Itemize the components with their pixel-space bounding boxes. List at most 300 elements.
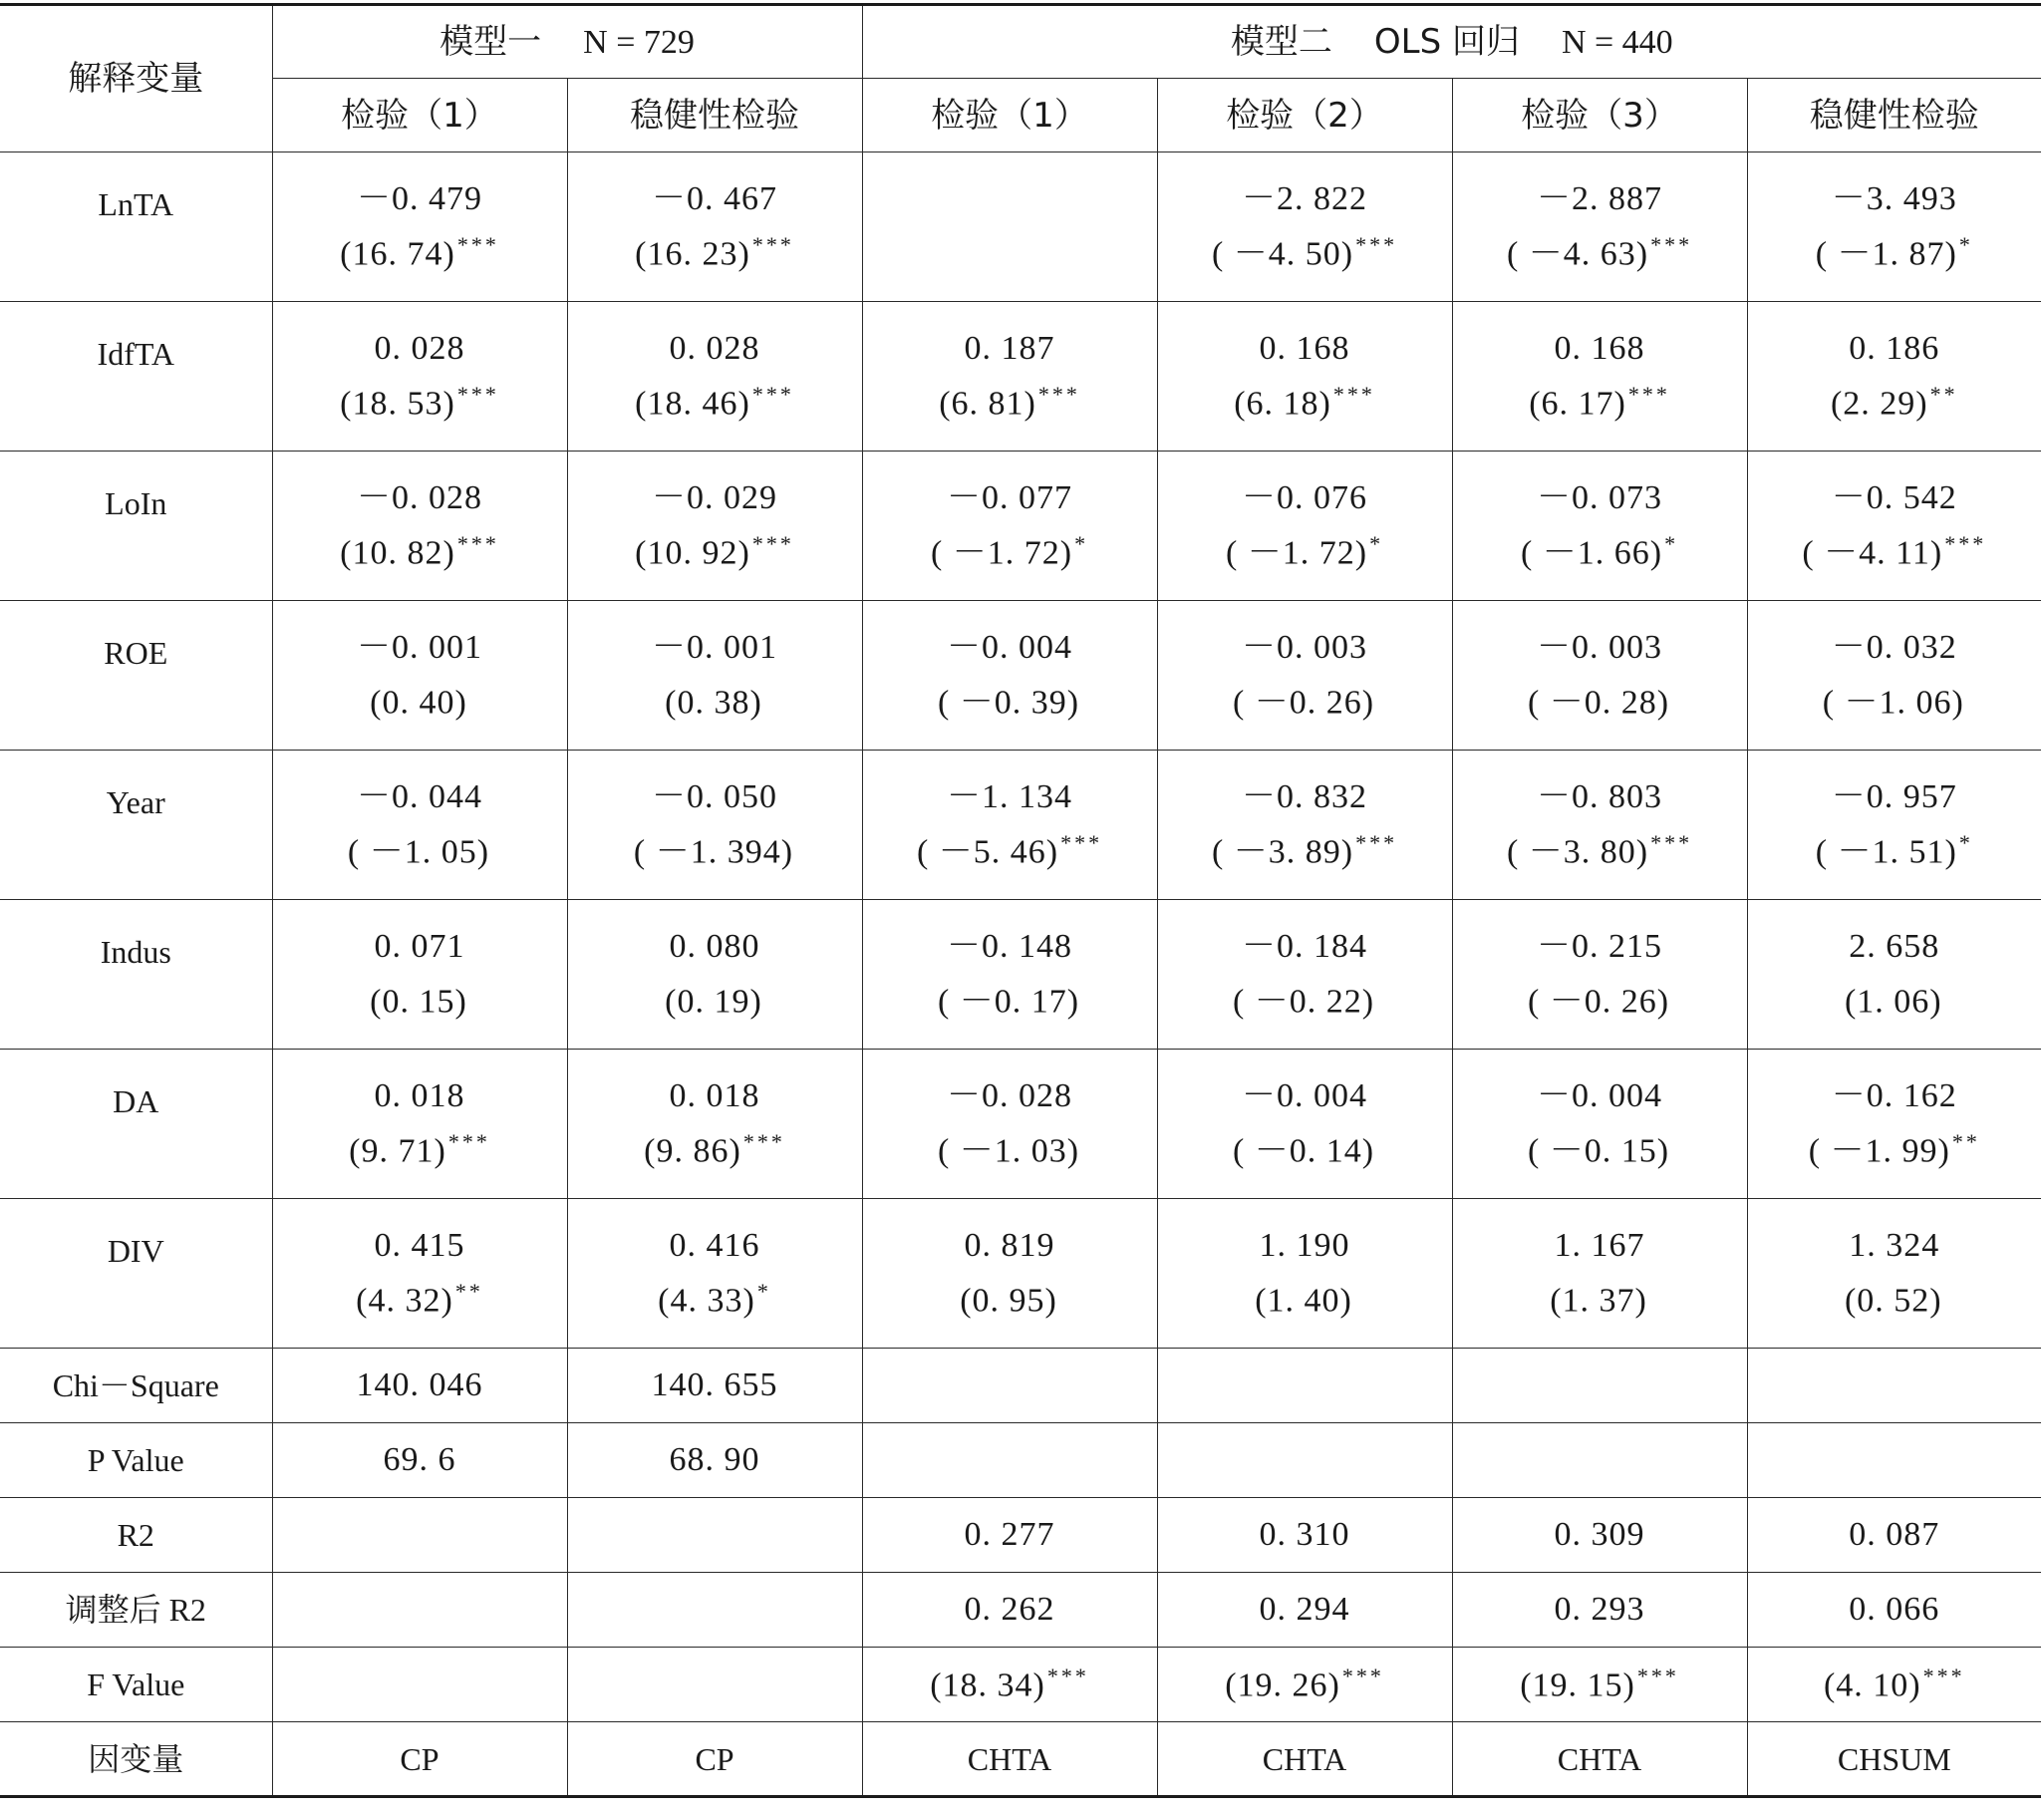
coef-stack xyxy=(273,927,567,1021)
coefficient-value: －2. 822 xyxy=(1242,179,1368,217)
variable-name: ROE xyxy=(0,601,272,751)
significance-stars: *** xyxy=(1355,829,1398,855)
significance-stars: *** xyxy=(751,530,794,556)
t-stat-line xyxy=(644,1128,785,1170)
stat-value-cell xyxy=(1157,1498,1452,1573)
significance-stars: *** xyxy=(1060,829,1103,855)
t-stat-line xyxy=(658,1278,771,1320)
variable-name: LnTA xyxy=(0,152,272,302)
coef-stack xyxy=(1158,179,1452,273)
coef-cell xyxy=(1747,1050,2041,1199)
coef-stack xyxy=(1453,179,1747,273)
coef-cell xyxy=(567,1050,862,1199)
dependent-value: CP xyxy=(272,1722,567,1797)
stat-row xyxy=(0,1423,2041,1498)
significance-stars: *** xyxy=(456,381,499,407)
t-statistic: ( －1. 66) xyxy=(1520,534,1663,572)
t-stat-line xyxy=(634,832,795,869)
t-stat-line xyxy=(1808,1128,1980,1170)
stat-value-cell xyxy=(862,1349,1157,1423)
dependent-label: 因变量 xyxy=(0,1722,272,1797)
stat-name: R2 xyxy=(0,1498,272,1573)
t-statistic: (6. 18) xyxy=(1234,385,1331,423)
coefficient-value: －0. 832 xyxy=(1242,777,1368,815)
t-stat-line xyxy=(665,683,764,720)
coefficient-value: 2. 658 xyxy=(1849,927,1940,965)
stat-value-cell xyxy=(567,1648,862,1722)
subheader-m1-test1: 检验（1） xyxy=(272,79,567,152)
t-stat-line xyxy=(1225,530,1384,572)
coefficient-value: 0. 416 xyxy=(669,1226,760,1264)
coefficient-value: －3. 493 xyxy=(1831,179,1957,217)
coef-stack xyxy=(1453,777,1747,871)
stat-value-cell xyxy=(1157,1573,1452,1648)
significance-stars: *** xyxy=(1046,1664,1089,1689)
coef-stack xyxy=(273,179,567,273)
coef-stack xyxy=(1748,1076,2042,1170)
t-stat-line xyxy=(960,1281,1059,1318)
stat-value-cell xyxy=(1157,1349,1452,1423)
significance-stars: * xyxy=(1664,530,1679,556)
coefficient-value: －0. 001 xyxy=(357,628,482,666)
coef-stack xyxy=(863,777,1157,871)
stat-value: 0. 087 xyxy=(1849,1516,1940,1553)
coef-cell xyxy=(862,1199,1157,1349)
coef-stack xyxy=(1453,478,1747,572)
model2-name: 模型二 xyxy=(1230,21,1332,62)
t-statistic: (16. 74) xyxy=(340,235,455,273)
stat-value: (4. 10) xyxy=(1823,1666,1921,1704)
t-statistic: (10. 92) xyxy=(635,534,750,572)
coefficient-value: 0. 168 xyxy=(1554,329,1645,367)
t-statistic: ( －4. 11) xyxy=(1802,534,1943,572)
coefficient-value: －0. 479 xyxy=(357,179,482,217)
t-stat-line xyxy=(340,530,499,572)
coef-stack xyxy=(273,628,567,722)
coef-stack xyxy=(568,1226,862,1320)
coef-stack xyxy=(273,1226,567,1320)
stat-value-cell xyxy=(1747,1498,2041,1573)
model2-header xyxy=(862,5,2041,79)
coefficient-value: －0. 003 xyxy=(1537,628,1663,666)
t-stat-line xyxy=(1233,982,1376,1019)
t-stat-line xyxy=(1802,530,1987,572)
coef-stack xyxy=(1158,478,1452,572)
t-statistic: (0. 19) xyxy=(665,983,762,1021)
stat-value-cell xyxy=(862,1648,1157,1722)
coef-cell xyxy=(1157,751,1452,900)
coef-cell xyxy=(567,900,862,1050)
coef-cell xyxy=(1747,452,2041,601)
t-statistic: (16. 23) xyxy=(635,235,750,273)
t-stat-line xyxy=(1830,381,1958,423)
coef-cell xyxy=(862,601,1157,751)
significance-stars: *** xyxy=(1332,381,1375,407)
t-statistic: ( －0. 15) xyxy=(1527,1132,1670,1170)
t-statistic: (9. 86) xyxy=(644,1132,741,1170)
coef-cell xyxy=(1452,1199,1747,1349)
t-statistic: ( －1. 72) xyxy=(1225,534,1368,572)
coef-stack xyxy=(568,1076,862,1170)
variable-name: Indus xyxy=(0,900,272,1050)
model2-n: N = 440 xyxy=(1561,23,1673,61)
t-stat-line xyxy=(356,1278,483,1320)
model1-name: 模型一 xyxy=(439,21,542,62)
coef-cell xyxy=(1747,302,2041,452)
stat-value-cell xyxy=(567,1573,862,1648)
t-stat-line xyxy=(1815,829,1973,871)
t-statistic: ( －1. 72) xyxy=(930,534,1073,572)
significance-stars: *** xyxy=(1636,1664,1679,1689)
stat-value: 0. 262 xyxy=(964,1591,1055,1628)
subheader-m2-test3: 检验（3） xyxy=(1452,79,1747,152)
coefficient-value: －0. 542 xyxy=(1831,478,1957,516)
t-statistic: ( －4. 50) xyxy=(1211,235,1354,273)
coef-stack xyxy=(863,628,1157,722)
t-stat-line xyxy=(1234,381,1375,423)
stat-value-cell xyxy=(1747,1423,2041,1498)
t-stat-line xyxy=(665,982,764,1019)
coef-cell xyxy=(272,452,567,601)
stat-row xyxy=(0,1498,2041,1573)
coef-stack xyxy=(568,329,862,423)
coef-stack xyxy=(273,478,567,572)
significance-stars: *** xyxy=(456,231,499,257)
t-stat-line xyxy=(370,982,469,1019)
significance-stars: * xyxy=(1074,530,1089,556)
dependent-value: CHTA xyxy=(1452,1722,1747,1797)
significance-stars: *** xyxy=(1627,381,1670,407)
t-stat-line xyxy=(939,381,1080,423)
coefficient-value: －0. 076 xyxy=(1242,478,1368,516)
stat-value: 140. 655 xyxy=(651,1366,778,1403)
coefficient-value: 0. 186 xyxy=(1849,329,1940,367)
variable-row xyxy=(0,751,2041,900)
t-statistic: (0. 95) xyxy=(960,1282,1057,1320)
stat-value: 0. 277 xyxy=(964,1516,1055,1553)
variable-row xyxy=(0,1050,2041,1199)
coef-cell xyxy=(272,751,567,900)
dependent-value: CP xyxy=(567,1722,862,1797)
stat-value: 0. 294 xyxy=(1259,1591,1350,1628)
t-stat-line xyxy=(1233,1131,1376,1168)
coefficient-value: －0. 215 xyxy=(1537,927,1663,965)
t-statistic: (0. 40) xyxy=(370,684,467,722)
significance-stars: ** xyxy=(454,1278,483,1304)
stat-value-cell xyxy=(1452,1423,1747,1498)
coef-stack xyxy=(568,179,862,273)
significance-stars: * xyxy=(1369,530,1384,556)
coef-stack xyxy=(1748,628,2042,722)
coef-cell xyxy=(1452,1050,1747,1199)
t-statistic: ( －1. 87) xyxy=(1815,235,1957,273)
stat-name: F Value xyxy=(0,1648,272,1722)
subheader-m2-robust: 稳健性检验 xyxy=(1747,79,2041,152)
t-statistic: (6. 81) xyxy=(939,385,1036,423)
coef-cell xyxy=(1157,152,1452,302)
coefficient-value: 0. 018 xyxy=(374,1076,465,1114)
coefficient-value: －0. 467 xyxy=(652,179,777,217)
coef-stack xyxy=(568,478,862,572)
variable-name: LoIn xyxy=(0,452,272,601)
t-statistic: ( －5. 46) xyxy=(916,833,1059,871)
stat-value: 0. 309 xyxy=(1554,1516,1645,1553)
coef-cell xyxy=(1747,751,2041,900)
t-statistic: ( －1. 51) xyxy=(1815,833,1957,871)
significance-stars: * xyxy=(1958,829,1973,855)
coef-cell xyxy=(862,1050,1157,1199)
stat-name: Chi－Square xyxy=(0,1349,272,1423)
t-statistic: ( －0. 39) xyxy=(937,684,1080,722)
coef-cell xyxy=(862,152,1157,302)
coef-cell xyxy=(272,900,567,1050)
significance-stars: *** xyxy=(456,530,499,556)
header-row-models xyxy=(0,5,2041,79)
t-stat-line xyxy=(348,832,491,869)
coefficient-value: －0. 077 xyxy=(947,478,1073,516)
coef-stack xyxy=(1158,628,1452,722)
coef-stack xyxy=(1748,329,2042,423)
stat-value-cell xyxy=(272,1648,567,1722)
coef-stack xyxy=(863,329,1157,423)
coefficient-value: －0. 004 xyxy=(1537,1076,1663,1114)
coefficient-value: －0. 003 xyxy=(1242,628,1368,666)
stat-value-cell xyxy=(567,1423,862,1498)
coefficient-value: －0. 001 xyxy=(652,628,777,666)
coef-stack xyxy=(1453,628,1747,722)
t-stat-line xyxy=(1815,231,1973,273)
coef-cell xyxy=(1157,1199,1452,1349)
coefficient-value: －0. 032 xyxy=(1831,628,1957,666)
significance-stars: *** xyxy=(1037,381,1080,407)
significance-stars: *** xyxy=(447,1128,490,1154)
coef-stack xyxy=(863,927,1157,1021)
t-statistic: (0. 52) xyxy=(1844,1282,1942,1320)
coefficient-value: －2. 887 xyxy=(1537,179,1663,217)
coef-stack xyxy=(273,777,567,871)
t-statistic: (6. 17) xyxy=(1529,385,1626,423)
coefficient-value: －0. 050 xyxy=(652,777,777,815)
stat-value-cell xyxy=(1747,1349,2041,1423)
t-stat-line xyxy=(1255,1281,1354,1318)
coef-stack xyxy=(1158,1226,1452,1320)
coef-cell xyxy=(1452,601,1747,751)
coef-cell xyxy=(1452,900,1747,1050)
t-stat-line xyxy=(370,683,469,720)
coef-cell xyxy=(1157,302,1452,452)
coefficient-value: 0. 028 xyxy=(669,329,760,367)
stat-value: 0. 066 xyxy=(1849,1591,1940,1628)
significance-stars: *** xyxy=(1650,829,1693,855)
variable-row xyxy=(0,302,2041,452)
coefficient-value: －0. 957 xyxy=(1831,777,1957,815)
significance-stars: *** xyxy=(1922,1664,1965,1689)
coef-cell xyxy=(1747,900,2041,1050)
t-stat-line xyxy=(349,1128,490,1170)
stat-value-cell xyxy=(1747,1573,2041,1648)
coef-cell xyxy=(272,1199,567,1349)
stat-value-cell xyxy=(862,1498,1157,1573)
t-statistic: ( －3. 89) xyxy=(1211,833,1354,871)
coef-stack xyxy=(863,1076,1157,1170)
coef-cell xyxy=(1157,900,1452,1050)
significance-stars: *** xyxy=(751,231,794,257)
coef-stack xyxy=(1748,478,2042,572)
t-stat-line xyxy=(635,530,794,572)
t-statistic: (0. 15) xyxy=(370,983,467,1021)
significance-stars: ** xyxy=(1951,1128,1980,1154)
coefficient-value: 1. 190 xyxy=(1259,1226,1350,1264)
t-stat-line xyxy=(1845,982,1944,1019)
coefficient-value: 0. 071 xyxy=(374,927,465,965)
coef-stack xyxy=(568,927,862,1021)
coefficient-value: 0. 187 xyxy=(964,329,1055,367)
t-stat-line xyxy=(1520,530,1679,572)
stat-value: 69. 6 xyxy=(383,1441,456,1478)
coef-cell xyxy=(567,751,862,900)
coefficient-value: －0. 028 xyxy=(357,478,482,516)
t-stat-line xyxy=(635,231,794,273)
t-stat-line xyxy=(930,530,1089,572)
significance-stars: * xyxy=(1958,231,1973,257)
t-statistic: (4. 33) xyxy=(658,1282,755,1320)
stat-value: 68. 90 xyxy=(669,1441,760,1478)
coef-stack xyxy=(568,777,862,871)
stat-value-cell xyxy=(272,1573,567,1648)
t-stat-line xyxy=(916,829,1103,871)
t-statistic: (10. 82) xyxy=(340,534,455,572)
model2-method: OLS 回归 xyxy=(1373,21,1520,62)
t-statistic: (1. 06) xyxy=(1844,983,1942,1021)
stat-value-cell xyxy=(1747,1648,2041,1722)
coef-stack xyxy=(1158,329,1452,423)
t-statistic: (2. 29) xyxy=(1830,385,1928,423)
model1-header xyxy=(272,5,862,79)
stat-value: 140. 046 xyxy=(356,1366,483,1403)
coefficient-value: 1. 167 xyxy=(1554,1226,1645,1264)
variable-name: DIV xyxy=(0,1199,272,1349)
t-statistic: ( －0. 22) xyxy=(1232,983,1375,1021)
stat-value: 0. 293 xyxy=(1554,1591,1645,1628)
dependent-value: CHTA xyxy=(862,1722,1157,1797)
t-stat-line xyxy=(1211,829,1398,871)
t-statistic: (0. 38) xyxy=(665,684,762,722)
coef-cell xyxy=(272,302,567,452)
t-statistic: ( －1. 99) xyxy=(1808,1132,1950,1170)
dependent-value: CHTA xyxy=(1157,1722,1452,1797)
coef-cell xyxy=(1747,601,2041,751)
coef-cell xyxy=(862,302,1157,452)
t-stat-line xyxy=(635,381,794,423)
subheader-m2-test1: 检验（1） xyxy=(862,79,1157,152)
t-stat-line xyxy=(938,683,1081,720)
coef-cell xyxy=(1747,152,2041,302)
variable-row xyxy=(0,601,2041,751)
coef-cell xyxy=(1157,601,1452,751)
variable-row xyxy=(0,900,2041,1050)
coef-cell xyxy=(567,452,862,601)
coefficient-value: －0. 004 xyxy=(947,628,1073,666)
stat-value-cell xyxy=(1157,1648,1452,1722)
coefficient-value: 0. 018 xyxy=(669,1076,760,1114)
coef-cell xyxy=(1157,452,1452,601)
coefficient-value: －0. 803 xyxy=(1537,777,1663,815)
coef-cell xyxy=(1157,1050,1452,1199)
stat-row xyxy=(0,1648,2041,1722)
t-statistic: (1. 37) xyxy=(1550,1282,1647,1320)
stat-value: (19. 26) xyxy=(1225,1666,1340,1704)
coef-stack xyxy=(1453,1076,1747,1170)
coef-cell xyxy=(272,601,567,751)
t-statistic: (18. 46) xyxy=(635,385,750,423)
coef-stack xyxy=(1748,179,2042,273)
stat-value-cell xyxy=(567,1349,862,1423)
t-stat-line xyxy=(340,231,499,273)
coef-cell xyxy=(567,152,862,302)
stat-row xyxy=(0,1349,2041,1423)
coefficient-value: 0. 819 xyxy=(964,1226,1055,1264)
coef-cell xyxy=(862,751,1157,900)
coef-stack xyxy=(863,478,1157,572)
stat-value-cell xyxy=(1157,1423,1452,1498)
t-statistic: ( －0. 14) xyxy=(1232,1132,1375,1170)
t-stat-line xyxy=(938,1131,1081,1168)
stat-value: (18. 34) xyxy=(930,1666,1045,1704)
t-stat-line xyxy=(1233,683,1376,720)
coefficient-value: －1. 134 xyxy=(947,777,1073,815)
t-statistic: (4. 32) xyxy=(356,1282,453,1320)
coef-stack xyxy=(1748,777,2042,871)
stat-value: 0. 310 xyxy=(1259,1516,1350,1553)
coef-stack xyxy=(1158,927,1452,1021)
significance-stars: *** xyxy=(1341,1664,1384,1689)
t-stat-line xyxy=(1528,683,1671,720)
coefficient-value: －0. 073 xyxy=(1537,478,1663,516)
t-stat-line xyxy=(1211,231,1398,273)
stat-value-cell xyxy=(567,1498,862,1573)
coef-cell xyxy=(1452,751,1747,900)
coef-cell xyxy=(1452,452,1747,601)
t-statistic: (1. 40) xyxy=(1255,1282,1352,1320)
variable-name: Year xyxy=(0,751,272,900)
stat-value-cell xyxy=(1452,1498,1747,1573)
coefficient-value: 0. 028 xyxy=(374,329,465,367)
variable-name: IdfTA xyxy=(0,302,272,452)
variable-row xyxy=(0,152,2041,302)
coef-cell xyxy=(567,1199,862,1349)
coefficient-value: －0. 044 xyxy=(357,777,482,815)
coef-cell xyxy=(272,152,567,302)
coefficient-value: 0. 168 xyxy=(1259,329,1350,367)
coefficient-value: 0. 415 xyxy=(374,1226,465,1264)
t-statistic: ( －1. 394) xyxy=(633,833,794,871)
header-row-tests xyxy=(0,79,2041,152)
dependent-value: CHSUM xyxy=(1747,1722,2041,1797)
model1-n: N = 729 xyxy=(583,23,695,61)
t-statistic: ( －0. 17) xyxy=(937,983,1080,1021)
coefficient-value: －0. 184 xyxy=(1242,927,1368,965)
coef-stack xyxy=(1158,1076,1452,1170)
t-statistic: ( －0. 26) xyxy=(1527,983,1670,1021)
coef-cell xyxy=(1747,1199,2041,1349)
variable-row xyxy=(0,1199,2041,1349)
t-stat-line xyxy=(340,381,499,423)
t-stat-line xyxy=(1550,1281,1649,1318)
significance-stars: ** xyxy=(1929,381,1958,407)
subheader-m1-robust: 稳健性检验 xyxy=(567,79,862,152)
coefficient-value: －0. 028 xyxy=(947,1076,1073,1114)
t-stat-line xyxy=(1845,1281,1944,1318)
